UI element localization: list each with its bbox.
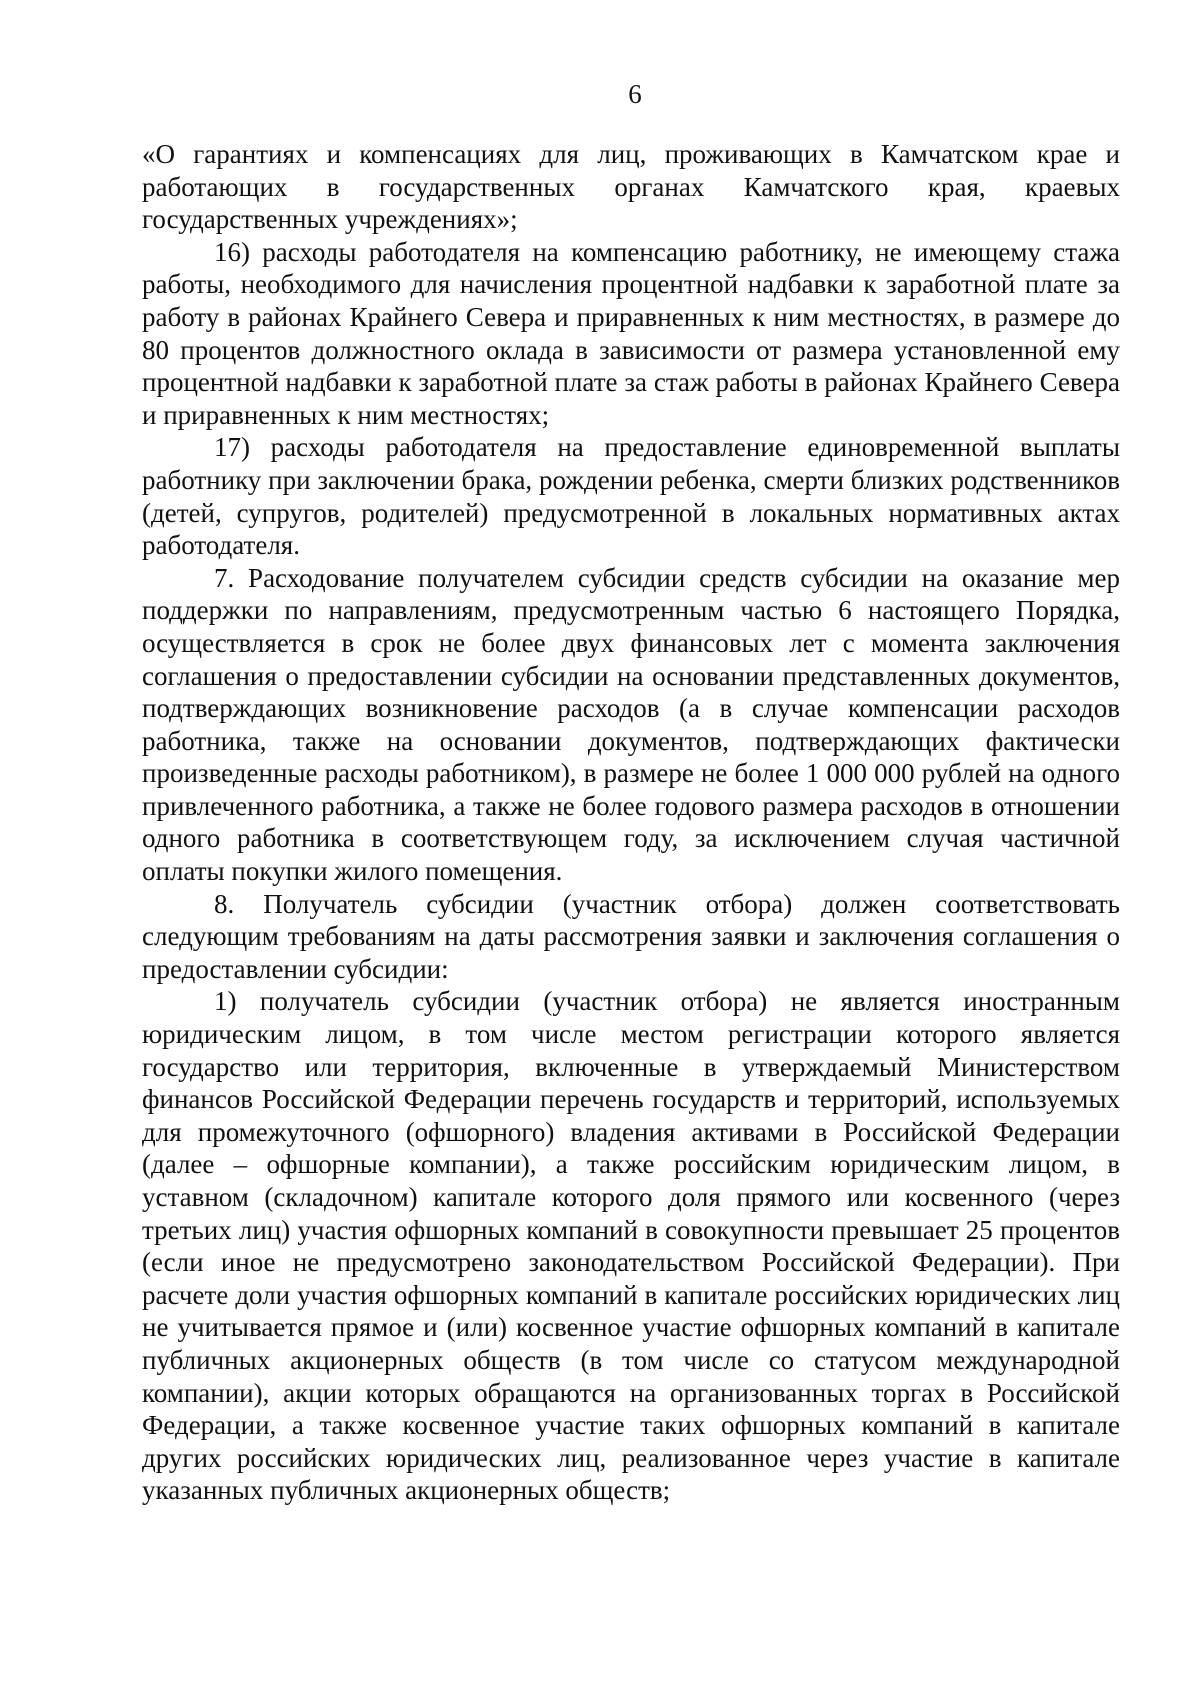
paragraph-section-8: 8. Получатель субсидии (участник отбора) должен соответствовать следующим требованиям на даты рассмотрения заявки и заключения соглашения о предоставлении субсидии: xyxy=(142,888,1120,984)
paragraph-law-title-continuation: «О гарантиях и компенсациях для лиц, проживающих в Камчатском крае и работающих в государственных органах Камчатского края, краевых государственных учреждениях»; xyxy=(142,139,1120,235)
paragraph-section-7: 7. Расходование получателем субсидии средств субсидии на оказание мер поддержки по направлениям, предусмотренным частью 6 настоящего Порядка, осуществляется в срок не более двух финансовых лет с момента заключения соглашения о предоставлении субсидии на основании представленных документов, подтверждающих возникновение расходов (а в случае компенсации расходов работника, также на основании документов, подтверждающих фактически произведенные расходы работником), в размере не более 1 000 000 рублей на одного привлеченного работника, а также не более годового размера расходов в отношении одного работника в соответствующем году, за исключением случая частичной оплаты покупки жилого помещения. xyxy=(142,562,1120,887)
page-number: 6 xyxy=(628,79,642,109)
document-body xyxy=(142,138,1120,1507)
paragraph-item-16: 16) расходы работодателя на компенсацию работнику, не имеющему стажа работы, необходимого для начисления процентной надбавки к заработной плате за работу в районах Крайнего Севера и приравненных к ним местностях, в размере до 80 процентов должностного оклада в зависимости от размера установленной ему процентной надбавки к заработной плате за стаж работы в районах Крайнего Севера и приравненных к ним местностях; xyxy=(142,236,1120,430)
paragraph-item-17: 17) расходы работодателя на предоставление единовременной выплаты работнику при заключении брака, рождении ребенка, смерти близких родственников (детей, супругов, родителей) предусмотренной в локальных нормативных актах работодателя. xyxy=(142,432,1120,561)
paragraph-requirement-1: 1) получатель субсидии (участник отбора) не является иностранным юридическим лицом, в том числе местом регистрации которого является государство или территория, включенные в утверждаемый Министерством финансов Российской Федерации перечень государств и территорий, используемых для промежуточного (офшорного) владения активами в Российской Федерации (далее – офшорные компании), а также российским юридическим лицом, в уставном (складочном) капитале которого доля прямого или косвенного (через третьих лиц) участия офшорных компаний в совокупности превышает 25 процентов (если иное не предусмотрено законодательством Российской Федерации). При расчете доли участия офшорных компаний в капитале российских юридических лиц не учитывается прямое и (или) косвенное участие офшорных компаний в капитале публичных акционерных обществ (в том числе со статусом международной компании), акции которых обращаются на организованных торгах в Российской Федерации, а также косвенное участие таких офшорных компаний в капитале других российских юридических лиц, реализованное через участие в капитале указанных публичных акционерных обществ; xyxy=(142,986,1120,1506)
